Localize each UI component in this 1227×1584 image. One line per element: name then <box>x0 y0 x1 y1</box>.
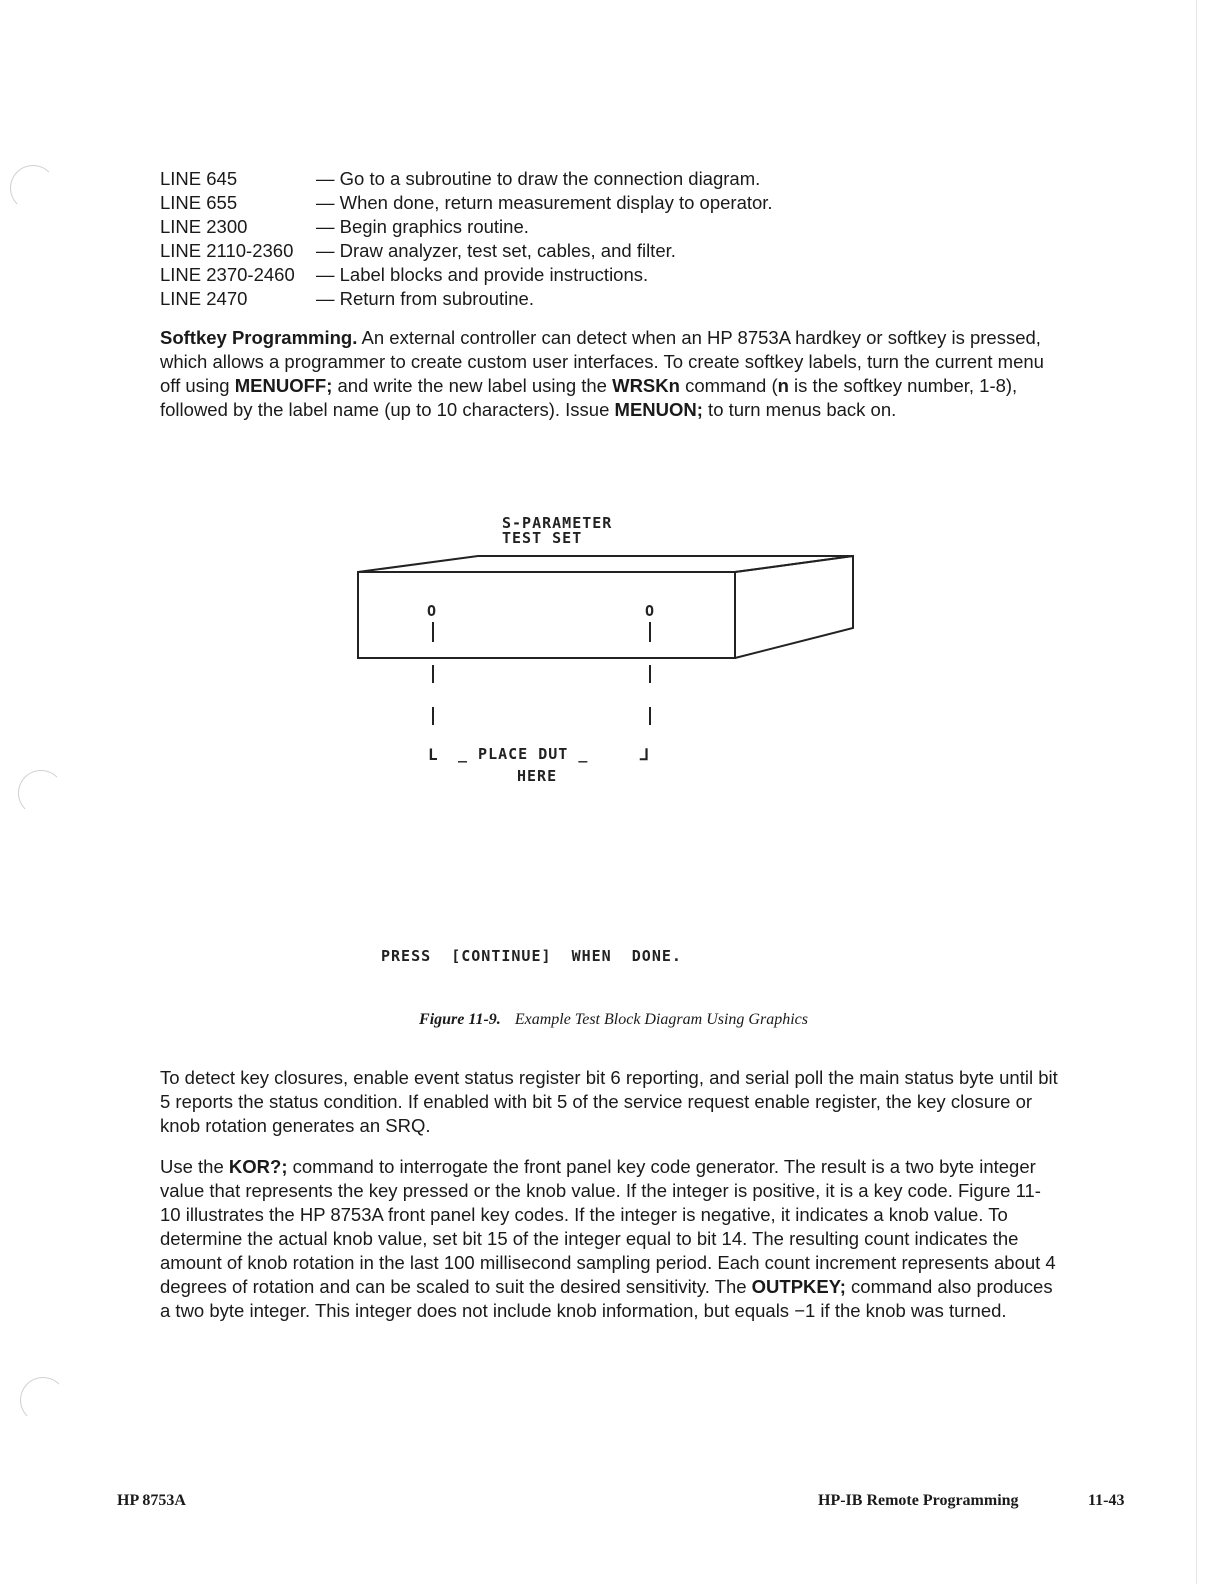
figure-number: Figure 11-9. <box>419 1011 501 1028</box>
text-run: command ( <box>679 375 778 396</box>
text-run: to turn menus back on. <box>702 399 897 420</box>
figure-caption <box>0 1011 1227 1029</box>
test-set-front-face <box>358 572 735 658</box>
command-keyword: n <box>777 375 789 396</box>
footer-section: HP-IB Remote Programming <box>818 1492 1019 1509</box>
port1-marker: O <box>427 602 438 620</box>
footer-model: HP 8753A <box>117 1492 186 1509</box>
text-run: is the softkey number, 1-8), followed by the label name (up to 10 characters). Issue <box>160 375 1018 420</box>
text-run: command to interrogate the front panel key code generator. The result is a two byte integer value that represents the key pressed or the knob value. If the integer is positive, it is a key code. Figure 11-10 illustrates the HP 8753A front panel key codes. If the integer is negative, it indicates a knob value. To determine the actual knob value, set bit 15 of the integer equal to bit 14. The resulting count indicates the amount of knob rotation in the last 100 millisecond sampling period. Each count increment represents about 4 degrees of rotation and can be scaled to suit the desired sensitivity. The <box>160 1156 1056 1297</box>
line-description: — Return from subroutine. <box>316 288 534 309</box>
place-dut-label: _ PLACE DUT _ <box>458 745 589 763</box>
test-set-side-face <box>735 556 853 658</box>
figure-title-line2: TEST SET <box>502 529 583 547</box>
line-number: LINE 2470 <box>160 288 248 309</box>
port2-marker: O <box>645 602 656 620</box>
line-description: — Begin graphics routine. <box>316 216 529 237</box>
page-number: 11-43 <box>1088 1492 1125 1509</box>
kor-command-paragraph <box>160 1155 1060 1323</box>
line-number: LINE 655 <box>160 192 238 213</box>
command-keyword: WRSKn <box>612 375 680 396</box>
press-continue-prompt: PRESS [CONTINUE] WHEN DONE. <box>381 947 682 965</box>
text-run: and write the new label using the <box>332 375 613 396</box>
command-keyword: OUTPKEY; <box>751 1276 846 1297</box>
text-run: Use the <box>160 1156 229 1177</box>
line-description: — Draw analyzer, test set, cables, and filter. <box>316 240 676 261</box>
text-run: command also produces a two byte integer. This integer does not include knob information, but equals −1 if the knob was turned. <box>160 1276 1053 1321</box>
command-keyword: KOR?; <box>228 1156 288 1177</box>
line-number: LINE 2110-2360 <box>160 240 294 261</box>
cable1-corner: L <box>428 745 439 764</box>
line-number: LINE 645 <box>160 168 238 189</box>
line-description: — When done, return measurement display to operator. <box>316 192 773 213</box>
section-heading: Softkey Programming. <box>160 327 358 348</box>
line-description: — Label blocks and provide instructions. <box>316 264 649 285</box>
figure-caption-text: Example Test Block Diagram Using Graphics <box>514 1011 808 1028</box>
line-number: LINE 2300 <box>160 216 248 237</box>
command-keyword: MENUOFF; <box>234 375 333 396</box>
here-label: HERE <box>517 767 558 785</box>
text-run: An external controller can detect when an HP 8753A hardkey or softkey is pressed, which allows a programmer to create custom user interfaces. To create softkey labels, turn the current menu off using <box>160 327 1044 396</box>
detect-key-closures-paragraph: To detect key closures, enable event status register bit 6 reporting, and serial poll the main status byte until bit 5 reports the status condition. If enabled with bit 5 of the service request enable register, the key closure or knob rotation generates an SRQ. <box>160 1067 1058 1136</box>
cable2-corner: ⅃ <box>640 745 650 764</box>
test-set-top-face <box>358 556 853 572</box>
figure-title-line1: S-PARAMETER <box>502 514 613 532</box>
command-keyword: MENUON; <box>614 399 703 420</box>
line-description: — Go to a subroutine to draw the connection diagram. <box>316 168 761 189</box>
line-number: LINE 2370-2460 <box>160 264 295 285</box>
